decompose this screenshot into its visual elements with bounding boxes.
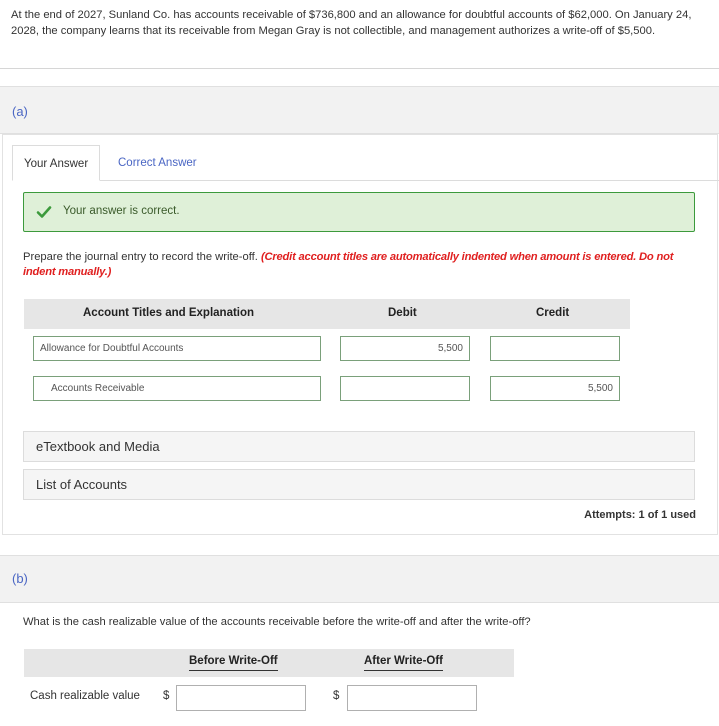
problem-statement: At the end of 2027, Sunland Co. has accounts receivable of $736,800 and an allowance for doubtful accounts of $62,000. On January 24, 2028, the company learns that its receivable from Megan Gray is not collectible, and management authorizes a write-off of $5,500. — [0, 0, 719, 69]
part-b-question: What is the cash realizable value of the accounts receivable before the write-off and after the write-off? — [23, 616, 531, 628]
part-b-header — [0, 555, 719, 603]
credit-field-row-2[interactable]: 5,500 — [490, 376, 620, 401]
attempts-counter: Attempts: 1 of 1 used — [584, 509, 696, 521]
answer-tabs — [12, 145, 719, 181]
before-write-off-input[interactable] — [176, 685, 306, 711]
header-debit: Debit — [388, 307, 417, 319]
tab-your-answer[interactable]: Your Answer — [12, 145, 100, 181]
checkmark-icon — [36, 204, 52, 220]
account-field-row-2[interactable]: Accounts Receivable — [33, 376, 321, 401]
part-a-label: (a) — [12, 104, 28, 119]
tab-correct-answer[interactable]: Correct Answer — [118, 157, 197, 169]
currency-symbol-before: $ — [163, 690, 170, 702]
currency-symbol-after: $ — [333, 690, 340, 702]
correct-status-banner — [23, 192, 695, 232]
part-a-header — [0, 86, 719, 134]
journal-table-header — [24, 299, 630, 329]
debit-field-row-1[interactable]: 5,500 — [340, 336, 470, 361]
account-field-row-1[interactable]: Allowance for Doubtful Accounts — [33, 336, 321, 361]
part-b-label: (b) — [12, 571, 28, 586]
header-after-write-off: After Write-Off — [364, 655, 443, 671]
credit-field-row-1[interactable] — [490, 336, 620, 361]
instruction-main: Prepare the journal entry to record the write-off. — [23, 251, 258, 263]
instruction-note: (Credit account titles are automatically indented when amount is entered. Do not indent manually.) — [23, 251, 674, 278]
header-account-titles: Account Titles and Explanation — [83, 307, 255, 319]
etextbook-media-link[interactable]: eTextbook and Media — [23, 431, 695, 462]
cash-realizable-value-label: Cash realizable value — [30, 690, 140, 702]
list-of-accounts-link[interactable]: List of Accounts — [23, 469, 695, 500]
correct-status-text: Your answer is correct. — [63, 205, 180, 217]
debit-field-row-2[interactable] — [340, 376, 470, 401]
header-before-write-off: Before Write-Off — [189, 655, 278, 671]
instruction-text — [23, 250, 693, 280]
cash-value-table-header — [24, 649, 514, 677]
after-write-off-input[interactable] — [347, 685, 477, 711]
header-credit: Credit — [536, 307, 570, 319]
